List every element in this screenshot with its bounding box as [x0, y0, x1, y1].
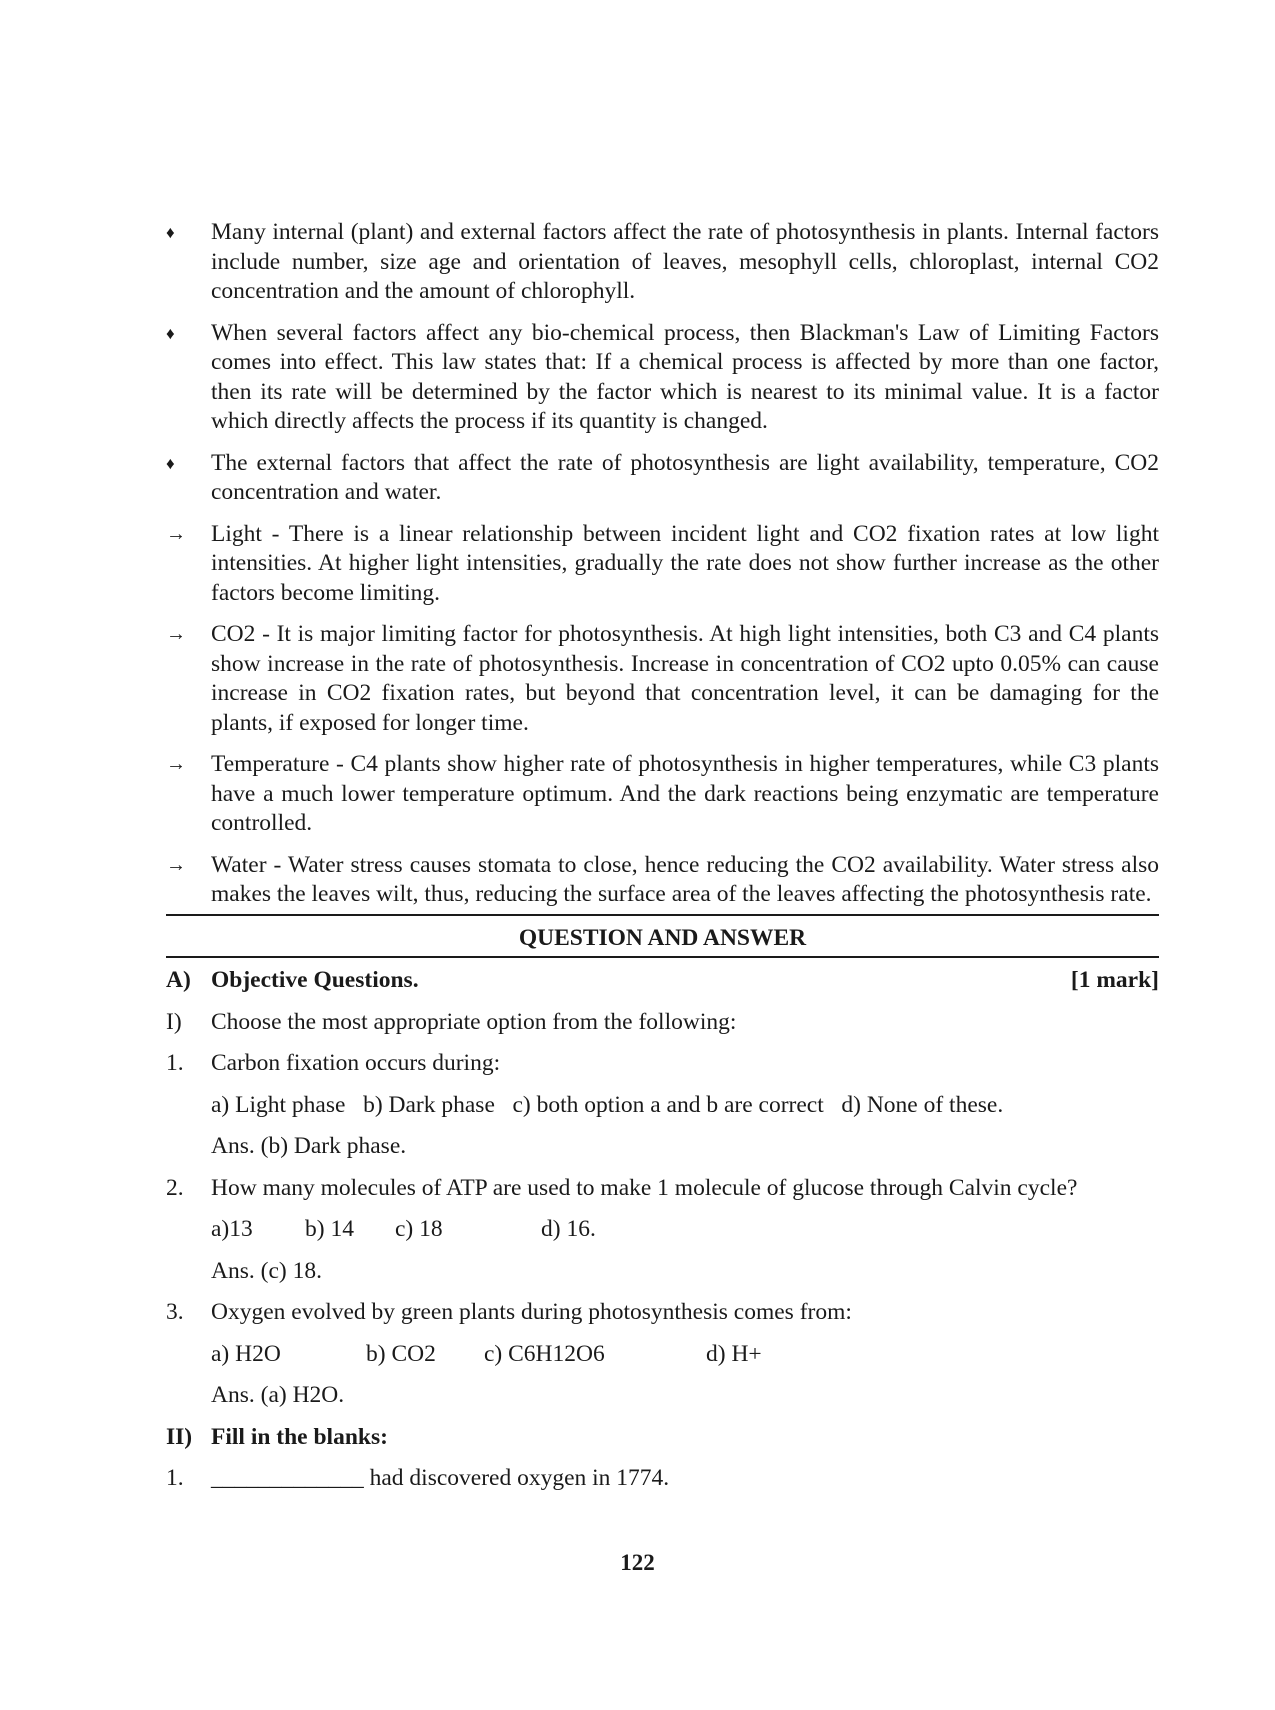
- bullet-text: When several factors affect any bio-chemical process, then Blackman's Law of Limiting Factors comes into effect. This law states that: If a chemical process is affected by more than one factor, then its rate will be determined by the factor which is nearest to its minimal value. It is a factor which directly affects the process if its quantity is changed.: [211, 319, 1159, 434]
- bottom-divider: [166, 956, 1159, 958]
- section-title: QUESTION AND ANSWER: [518, 924, 807, 951]
- question-number: 3.: [166, 1299, 184, 1325]
- arrow-bullet-icon: →: [166, 753, 186, 775]
- bullet-item: [166, 218, 1159, 307]
- options-row: [166, 1215, 1159, 1245]
- objective-title: Objective Questions.: [211, 967, 419, 993]
- bullet-item: [166, 449, 1159, 508]
- option: b) 14: [305, 1216, 354, 1242]
- arrow-bullet-icon: →: [166, 853, 186, 876]
- question-number: 2.: [166, 1174, 184, 1201]
- bullet-item: [166, 620, 1159, 738]
- option: a) Light phase: [211, 1091, 346, 1118]
- bullet-item: [166, 319, 1159, 437]
- blank-line: _____________: [211, 1465, 364, 1491]
- option: c) C6H12O6: [484, 1340, 605, 1367]
- arrow-bullet-icon: →: [166, 522, 186, 545]
- diamond-bullet-icon: ♦: [166, 323, 175, 343]
- option: a)13: [211, 1216, 253, 1242]
- option: b) Dark phase: [363, 1091, 495, 1118]
- option: c) 18: [395, 1216, 443, 1242]
- answer-text: Ans. (a) H2O.: [211, 1382, 345, 1408]
- answer: [166, 1257, 1159, 1287]
- bullet-text: Light - There is a linear relationship between incident light and CO2 fixation rates at low light intensities. At higher light intensities, gradually the rate does not show further increase as the other factors become limiting.: [211, 520, 1159, 606]
- option: d) 16.: [541, 1216, 596, 1242]
- bullet-text: The external factors that affect the rate of photosynthesis are light availability, temperature, CO2 concentration and water.: [211, 449, 1159, 505]
- options-row: [166, 1340, 1159, 1370]
- option: d) None of these.: [841, 1091, 1004, 1118]
- page-number: 122: [620, 1550, 655, 1575]
- part-text: Fill in the blanks:: [211, 1423, 388, 1450]
- part-text: Choose the most appropriate option from the following:: [211, 1008, 737, 1035]
- option: d) H+: [706, 1340, 762, 1367]
- option: b) CO2: [366, 1340, 436, 1367]
- question: [166, 1049, 1159, 1079]
- answer-text: Ans. (b) Dark phase.: [211, 1133, 407, 1159]
- question-text: Oxygen evolved by green plants during photosynthesis comes from:: [211, 1299, 852, 1325]
- question: [166, 1298, 1159, 1328]
- question-text: had discovered oxygen in 1774.: [363, 1465, 670, 1491]
- arrow-bullet-icon: →: [166, 623, 186, 645]
- bullet-item: [166, 750, 1159, 839]
- bullet-text: Temperature - C4 plants show higher rate of photosynthesis in higher temperatures, while C3 plants have a much lower temperature optimum. And the dark reactions being enzymatic are temperature controlled.: [211, 751, 1159, 836]
- question-text: Carbon fixation occurs during:: [211, 1050, 501, 1076]
- diamond-bullet-icon: ♦: [166, 453, 175, 473]
- answer: [166, 1381, 1159, 1411]
- diamond-bullet-icon: ♦: [166, 223, 175, 242]
- answer: [166, 1132, 1159, 1162]
- question-number: 1.: [166, 1465, 184, 1491]
- bullet-item: [166, 851, 1159, 910]
- question-number: 1.: [166, 1050, 184, 1076]
- bullet-text: Water - Water stress causes stomata to close, hence reducing the CO2 availability. Water stress also makes the leaves wilt, thus, reducing the surface area of the leaves affecting the photosynthesis rate.: [211, 851, 1159, 907]
- page-content: [166, 218, 1159, 1494]
- option: a) H2O: [211, 1340, 281, 1367]
- bullet-item: [166, 520, 1159, 609]
- question: [166, 1174, 1159, 1204]
- bullet-text: Many internal (plant) and external factors affect the rate of photosynthesis in plants. Internal factors include number, size age and orientation of leaves, mesophyll cells, chloroplast, internal CO2 concentration and the amount of chlorophyll.: [211, 219, 1159, 304]
- answer-text: Ans. (c) 18.: [211, 1257, 322, 1284]
- question-text: How many molecules of ATP are used to make 1 molecule of glucose through Calvin cycle?: [211, 1174, 1078, 1201]
- part-one-instruction: [166, 1008, 1159, 1038]
- fill-blank-question: [166, 1464, 1159, 1494]
- part-label: II): [166, 1423, 193, 1450]
- bullet-text: CO2 - It is major limiting factor for photosynthesis. At high light intensities, both C3 and C4 plants show increase in the rate of photosynthesis. Increase in concentration of CO2 upto 0.05% can cause increase in CO2 fixation rates, but beyond that concentration level, it can be damaging for the plants, if exposed for longer time.: [211, 621, 1159, 736]
- part-two-heading: [166, 1423, 1159, 1453]
- objective-label: A): [166, 967, 191, 993]
- marks-label: [1 mark]: [1070, 967, 1159, 993]
- objective-heading: [166, 966, 1159, 996]
- option: c) both option a and b are correct: [512, 1091, 824, 1118]
- part-label: I): [166, 1008, 182, 1035]
- options-row: [166, 1091, 1159, 1121]
